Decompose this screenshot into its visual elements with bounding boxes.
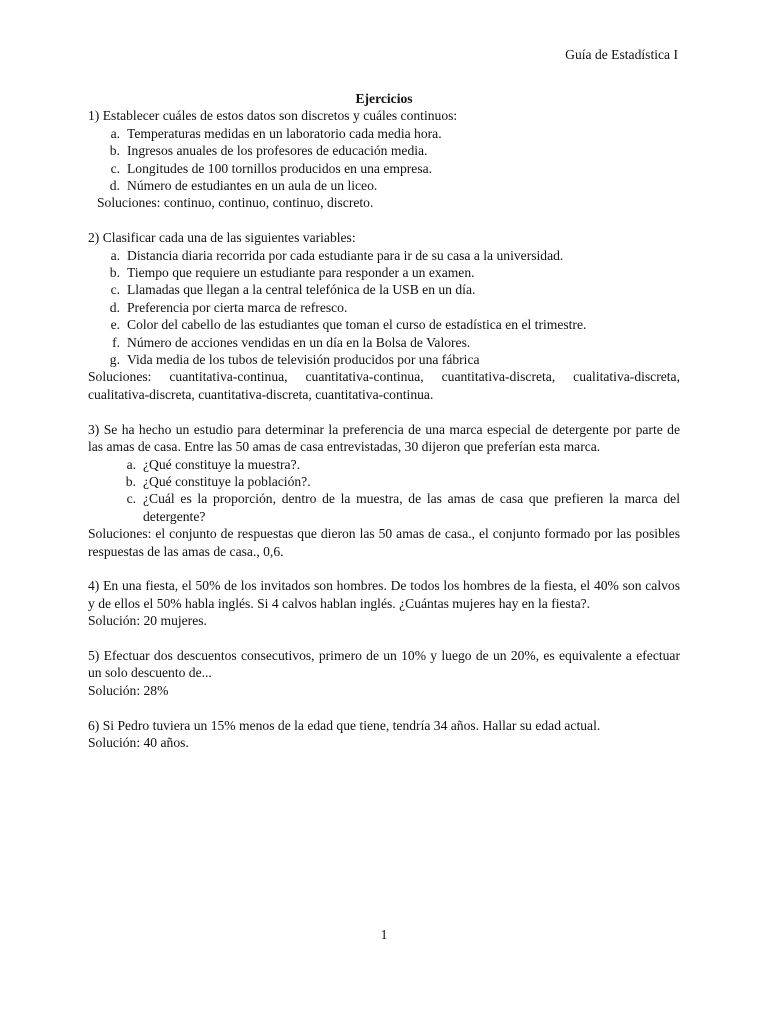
item-marker: d.: [109, 299, 120, 315]
list-item: [88, 334, 680, 351]
item-text: Vida media de los tubos de televisión producidos por una fábrica: [127, 352, 480, 368]
exercise-question: 6) Si Pedro tuviera un 15% menos de la edad que tiene, tendría 34 años. Hallar su edad actual.: [88, 717, 601, 733]
list-item: [88, 281, 680, 298]
item-text: ¿Qué constituye la población?.: [143, 473, 311, 489]
item-text: Preferencia por cierta marca de refresco.: [127, 299, 348, 315]
exercise-5: [88, 647, 680, 699]
exercise-solution: Solución: 40 años.: [88, 734, 189, 750]
item-marker: e.: [110, 317, 120, 333]
list-item: [88, 264, 680, 281]
item-marker: g.: [109, 352, 120, 368]
exercise-1: [88, 107, 680, 211]
list-item: [88, 473, 680, 490]
item-marker: f.: [112, 334, 120, 350]
item-marker: a.: [110, 247, 120, 263]
exercise-solution: Soluciones: cuantitativa-continua, cuantitativa-continua, cuantitativa-discreta, cualitativa-discreta, cualitativa-discreta, cuantitativa-discreta, cuantitativa-continua.: [88, 369, 680, 402]
list-item: [88, 247, 680, 264]
exercise-items: [88, 247, 680, 369]
list-item: [88, 142, 680, 159]
exercise-2: [88, 229, 680, 403]
item-marker: c.: [126, 491, 136, 507]
item-text: Tiempo que requiere un estudiante para responder a un examen.: [127, 265, 475, 281]
item-marker: b.: [125, 473, 136, 489]
item-text: Temperaturas medidas en un laboratorio cada media hora.: [127, 125, 442, 141]
exercise-4: [88, 577, 680, 629]
item-text: Número de acciones vendidas en un día en la Bolsa de Valores.: [127, 334, 471, 350]
exercise-solution: Solución: 28%: [88, 682, 169, 698]
list-item: [88, 316, 680, 333]
exercise-items: [88, 456, 680, 526]
item-marker: b.: [109, 265, 120, 281]
list-item: [88, 299, 680, 316]
exercise-3: [88, 421, 680, 560]
item-marker: a.: [110, 125, 120, 141]
item-text: ¿Qué constituye la muestra?.: [143, 456, 301, 472]
list-item: [88, 456, 680, 473]
item-marker: d.: [109, 178, 120, 194]
exercise-solution: Soluciones: el conjunto de respuestas que dieron las 50 amas de casa., el conjunto formado por las posibles respuestas de las amas de casa., 0,6.: [88, 526, 680, 559]
item-text: Llamadas que llegan a la central telefónica de la USB en un día.: [127, 282, 476, 298]
list-item: [88, 351, 680, 368]
page-number: 1: [380, 927, 388, 942]
page-title: Ejercicios: [355, 91, 413, 106]
exercise-question: 5) Efectuar dos descuentos consecutivos, primero de un 10% y luego de un 20%, es equivalente a efectuar un solo descuento de...: [88, 647, 680, 681]
document-body: [88, 90, 680, 769]
item-marker: c.: [110, 282, 120, 298]
exercise-question: 2) Clasificar cada una de las siguientes variables:: [88, 230, 356, 246]
item-marker: c.: [110, 160, 120, 176]
running-header: Guía de Estadística I: [565, 47, 678, 62]
list-item: [88, 177, 680, 194]
list-item: [88, 490, 680, 525]
exercise-solution: Soluciones: continuo, continuo, continuo, discreto.: [97, 195, 374, 211]
item-text: Longitudes de 100 tornillos producidos en una empresa.: [127, 160, 433, 176]
exercise-6: [88, 717, 680, 752]
exercise-solution: Solución: 20 mujeres.: [88, 613, 207, 629]
item-text: Color del cabello de las estudiantes que toman el curso de estadística en el trimestre.: [127, 317, 587, 333]
item-text: Distancia diaria recorrida por cada estudiante para ir de su casa a la universidad.: [127, 247, 564, 263]
item-text: ¿Cuál es la proporción, dentro de la muestra, de las amas de casa que prefieren la marca del detergente?: [143, 491, 680, 524]
list-item: [88, 125, 680, 142]
exercise-question: 3) Se ha hecho un estudio para determinar la preferencia de una marca especial de detergente por parte de las amas de casa. Entre las 50 amas de casa entrevistadas, 30 dijeron que preferían esta marca.: [88, 421, 680, 455]
exercise-items: [88, 125, 680, 195]
list-item: [88, 160, 680, 177]
item-text: Ingresos anuales de los profesores de educación media.: [127, 143, 428, 159]
item-marker: a.: [126, 456, 136, 472]
exercise-question: 4) En una fiesta, el 50% de los invitados son hombres. De todos los hombres de la fiesta, el 40% son calvos y de ellos el 50% habla inglés. Si 4 calvos hablan inglés. ¿Cuántas mujeres hay en la fiesta?.: [88, 578, 680, 611]
item-marker: b.: [109, 143, 120, 159]
item-text: Número de estudiantes en un aula de un liceo.: [127, 178, 378, 194]
exercise-question: 1) Establecer cuáles de estos datos son discretos y cuáles continuos:: [88, 108, 458, 124]
